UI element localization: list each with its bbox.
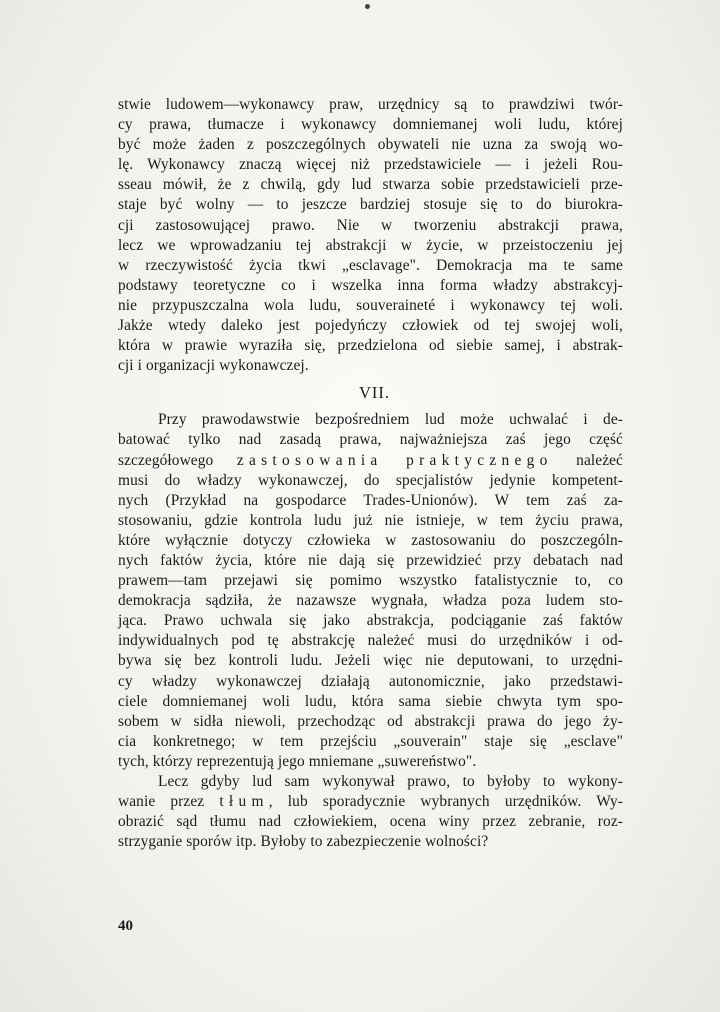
text-line: cy władzy wykonawczej działają autonomicznie, jako przedstawi- <box>118 672 623 690</box>
text-line: być może żaden z poszczególnych obywateli nie uzna za swoją wo- <box>118 136 623 154</box>
text-line: prawem—tam przejawi się pomimo wszystko fatalistycznie to, co <box>118 572 623 590</box>
text-line: w rzeczywistość życia tkwi „esclavage". Demokracja ma te same <box>118 256 623 274</box>
text-line: stwie ludowem—wykonawcy praw, urzędnicy są to prawdziwi twór- <box>118 96 623 113</box>
text-line: cji zastosowującej prawo. Nie w tworzeniu abstrakcji prawa, <box>118 216 623 234</box>
text-line: lecz we wprowadzaniu tej abstrakcji w życie, w przeistoczeniu jej <box>118 236 623 254</box>
spaced-emphasis: tłum <box>219 793 269 811</box>
text-line: które wyłącznie dotyczy człowieka w zastosowaniu do poszczególn- <box>118 531 623 549</box>
text-line: sseau mówił, że z chwilą, gdy lud stwarza sobie przedstawicieli prze- <box>118 176 623 194</box>
ink-dot <box>365 4 370 9</box>
text-line: jąca. Prawo uchwala się jako abstrakcja, podciąganie zaś faktów <box>118 612 623 630</box>
text-line: nie przypuszczalna wola ludu, souveraineté i wykonawcy tej woli. <box>118 296 623 314</box>
text-fragment: , lub sporadycznie wybranych urzędników. Wy- <box>268 793 623 811</box>
page-number: 40 <box>118 918 133 934</box>
spaced-emphasis: zastosowania <box>236 451 383 469</box>
section-heading: VII. <box>358 383 391 403</box>
text-line: obrazić sąd tłumu nad człowiekiem, ocena winy przez zebranie, roz- <box>118 813 623 831</box>
text-line: ciele domniemanej woli ludu, która sama siebie chwyta tym spo- <box>118 692 623 710</box>
text-line: tych, którzy reprezentują jego mniemane „suwereństwo". <box>118 752 477 770</box>
text-line: nych faktów życia, które nie dają się przewidzieć przy debatach nad <box>118 551 623 569</box>
text-line-spaced <box>118 451 623 471</box>
text-line: demokracja sądziła, że nazawsze wygnała, władza poza ludem sto- <box>118 592 623 610</box>
spaced-emphasis: praktycznego <box>406 451 553 469</box>
text-line: sobem w sidła niewoli, przechodząc od abstrakcji prawa do jego ży- <box>118 712 623 730</box>
text-line: batować tylko nad zasadą prawa, najważniejsza zaś jego część <box>118 431 623 449</box>
text-line: staje być wolny — to jeszcze bardziej stosuje się to do biurokra- <box>118 196 623 214</box>
text-line: cia konkretnego; w tem przejściu „souverain" staje się „esclave" <box>118 732 623 750</box>
text-line: Lecz gdyby lud sam wykonywał prawo, to byłoby to wykony- <box>158 773 623 790</box>
text-line: cji i organizacji wykonawczej. <box>118 357 309 375</box>
text-line: cy prawa, tłumacze i wykonawcy domniemanej woli ludu, której <box>118 116 623 134</box>
text-line: musi do władzy wykonawczej, do specjalistów jedynie kompetent- <box>118 471 623 489</box>
text-fragment: należeć <box>576 451 623 469</box>
text-line: strzyganie sporów itp. Byłoby to zabezpieczenie wolności? <box>118 833 489 851</box>
text-fragment: wanie przez <box>118 793 220 811</box>
text-line: która w prawie wyraziła się, przedzielona od siebie samej, i abstrak- <box>118 337 623 355</box>
text-line: Przy prawodawstwie bezpośredniem lud może uchwalać i de- <box>158 411 623 429</box>
text-line: stosowaniu, gdzie kontrola ludu już nie istnieje, w tem życiu prawa, <box>118 511 623 529</box>
text-fragment: szczegółowego <box>118 451 214 469</box>
text-line: lę. Wykonawcy znaczą więcej niż przedstawiciele — i jeżeli Rou- <box>118 156 623 174</box>
text-line: nych (Przykład na gospodarce Trades-Unionów). W tem zaś za- <box>118 491 623 509</box>
text-line: Jakże wtedy daleko jest pojedyńczy człowiek od tej swojej woli, <box>118 317 623 335</box>
text-line: podstawy teoretyczne co i wszelka inna forma władzy abstrakcyj- <box>118 276 623 294</box>
page-text <box>118 95 623 852</box>
text-line: indywidualnych pod tę abstrakcję należeć musi do urzędników i od- <box>118 632 623 650</box>
text-line-mixed <box>118 792 623 812</box>
text-line: bywa się bez kontroli ludu. Jeżeli więc nie deputowani, to urzędni- <box>118 652 623 670</box>
